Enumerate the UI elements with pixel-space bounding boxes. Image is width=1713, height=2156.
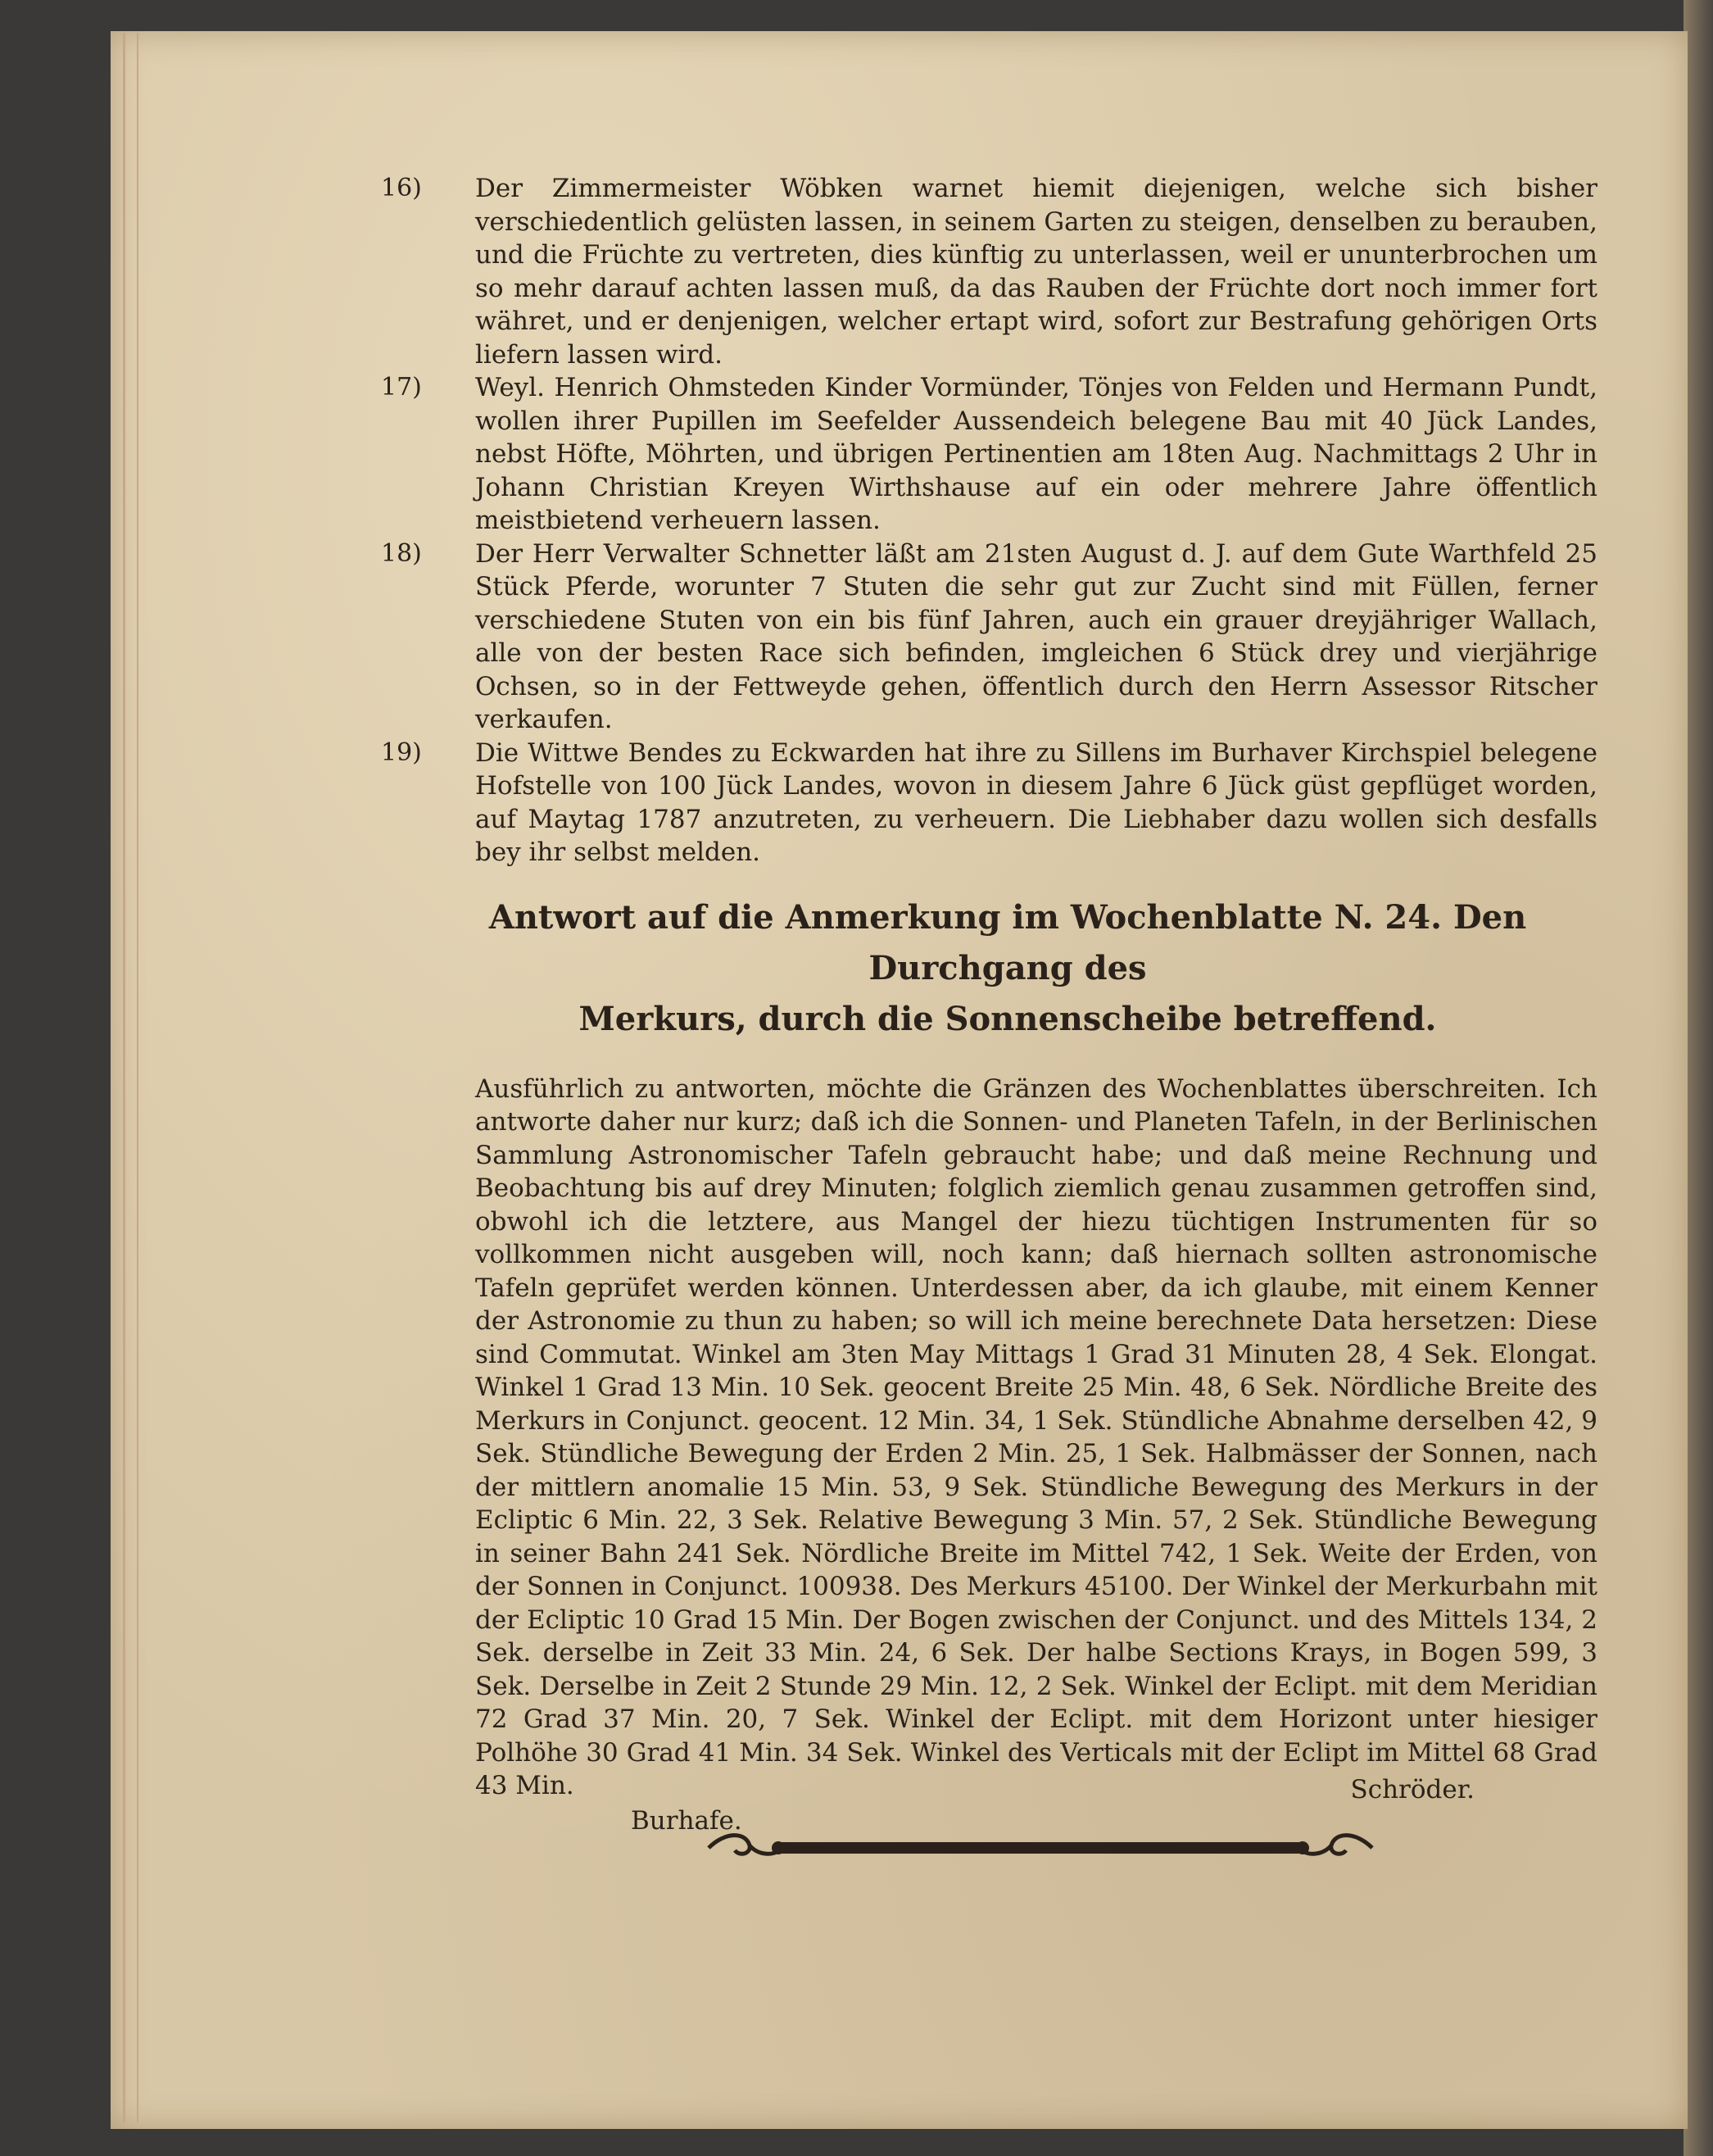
notice-number: 16) <box>381 174 422 202</box>
section-heading <box>418 892 1597 1045</box>
heading-line-2: Merkurs, durch die Sonnenscheibe betreffend. <box>578 999 1437 1038</box>
notice-number: 17) <box>381 373 422 402</box>
notice-text: Weyl. Henrich Ohmsteden Kinder Vormünder, Tönjes von Felden und Hermann Pundt, wollen ihrer Pupillen im Seefelder Aussendeich belegene Bau mit 40 Jück Landes, nebst Höfte, Möhrten, und übrigen Pertinentien am 18ten Aug. Nachmittags 2 Uhr in Johann Christian Kreyen Wirthshause auf ein oder mehrere Jahre öffentlich meistbietend verheuern lassen. <box>475 373 1597 535</box>
notice-text: Die Wittwe Bendes zu Eckwarden hat ihre zu Sillens im Burhaver Kirchspiel belegene Hofstelle von 100 Jück Landes, wovon in diesem Jahre 6 Jück güst gepflüget worden, auf Maytag 1787 anzutreten, zu verheuern. Die Liebhaber dazu wollen sich desfalls bey ihr selbst melden. <box>475 738 1597 867</box>
page-edge-lines <box>123 33 138 2122</box>
signature-name: Schröder. <box>1350 1774 1475 1804</box>
page-shadow <box>1684 0 1713 2156</box>
notice-17 <box>381 371 1597 538</box>
notice-text: Der Zimmermeister Wöbken warnet hiemit diejenigen, welche sich bisher verschiedentlich gelüsten lassen, in seinem Garten zu steigen, denselben zu berauben, und die Früchte zu vertreten, dies künftig zu unterlassen, weil er ununterbrochen um so mehr darauf achten lassen muß, da das Rauben der Früchte dort noch immer fort währet, und er denjenigen, welcher ertapt wird, sofort zur Bestrafung gehörigen Orts liefern lassen wird. <box>475 174 1597 370</box>
ornament-divider-icon <box>700 1827 1380 1868</box>
page-text <box>381 172 1597 1847</box>
heading-line-1: Antwort auf die Anmerkung im Wochenblatte N. 24. Den Durchgang des <box>488 897 1527 987</box>
answer-body: Ausführlich zu antworten, möchte die Gränzen des Wochenblattes überschreiten. Ich antworte daher nur kurz; daß ich die Sonnen- und Planeten Tafeln, in der Berlinischen Sammlung Astronomischer Tafeln gebraucht habe; und daß meine Rechnung und Beobachtung bis auf drey Minuten; folglich ziemlich genau zusammen getroffen sind, obwohl ich die letztere, aus Mangel der hiezu tüchtigen Instrumenten für so vollkommen nicht ausgeben will, noch kann; daß hiernach sollten astronomische Tafeln geprüfet werden können. Unterdessen aber, da ich glaube, mit einem Kenner der Astronomie zu thun zu haben; so will ich meine berechnete Data hersetzen: Diese sind Commutat. Winkel am 3ten May Mittags 1 Grad 31 Minuten 28, 4 Sek. Elongat. Winkel 1 Grad 13 Min. 10 Sek. geocent Breite 25 Min. 48, 6 Sek. Nördliche Breite des Merkurs in Conjunct. geocent. 12 Min. 34, 1 Sek. Stündliche Abnahme derselben 42, 9 Sek. Stündliche Bewegung der Erden 2 Min. 25, 1 Sek. Halbmässer der Sonnen, nach der mittlern anomalie 15 Min. 53, 9 Sek. Stündliche Bewegung des Merkurs in der Ecliptic 6 Min. 22, 3 Sek. Relative Bewegung 3 Min. 57, 2 Sek. Stündliche Bewegung in seiner Bahn 241 Sek. Nördliche Breite im Mittel 742, 1 Sek. Weite der Erden, von der Sonnen in Conjunct. 100938. Des Merkurs 45100. Der Winkel der Merkurbahn mit der Ecliptic 10 Grad 15 Min. Der Bogen zwischen der Conjunct. und des Mittels 134, 2 Sek. derselbe in Zeit 33 Min. 24, 6 Sek. Der halbe Sections Krays, in Bogen 599, 3 Sek. Derselbe in Zeit 2 Stunde 29 Min. 12, 2 Sek. Winkel der Eclipt. mit dem Meridian 72 Grad 37 Min. 20, 7 Sek. Winkel der Eclipt. mit dem Horizont unter hiesiger Polhöhe 30 Grad 41 Min. 34 Sek. Winkel des Verticals mit der Eclipt im Mittel 68 Grad 43 Min. <box>475 1073 1597 1800</box>
notice-text: Der Herr Verwalter Schnetter läßt am 21sten August d. J. auf dem Gute Warthfeld 25 Stück Pferde, worunter 7 Stuten die sehr gut zur Zucht sind mit Füllen, ferner verschiedene Stuten von ein bis fünf Jahren, auch ein grauer dreyjähriger Wallach, alle von der besten Race sich befinden, imgleichen 6 Stück drey und vierjährige Ochsen, so in der Fettweyde gehen, öffentlich durch den Herrn Assessor Ritscher verkaufen. <box>475 538 1597 734</box>
notice-19 <box>381 737 1597 869</box>
signature-place: Burhafe. <box>631 1805 742 1836</box>
notice-number: 18) <box>381 538 422 568</box>
notice-18 <box>381 538 1597 737</box>
notice-16 <box>381 172 1597 371</box>
notice-number: 19) <box>381 738 422 767</box>
